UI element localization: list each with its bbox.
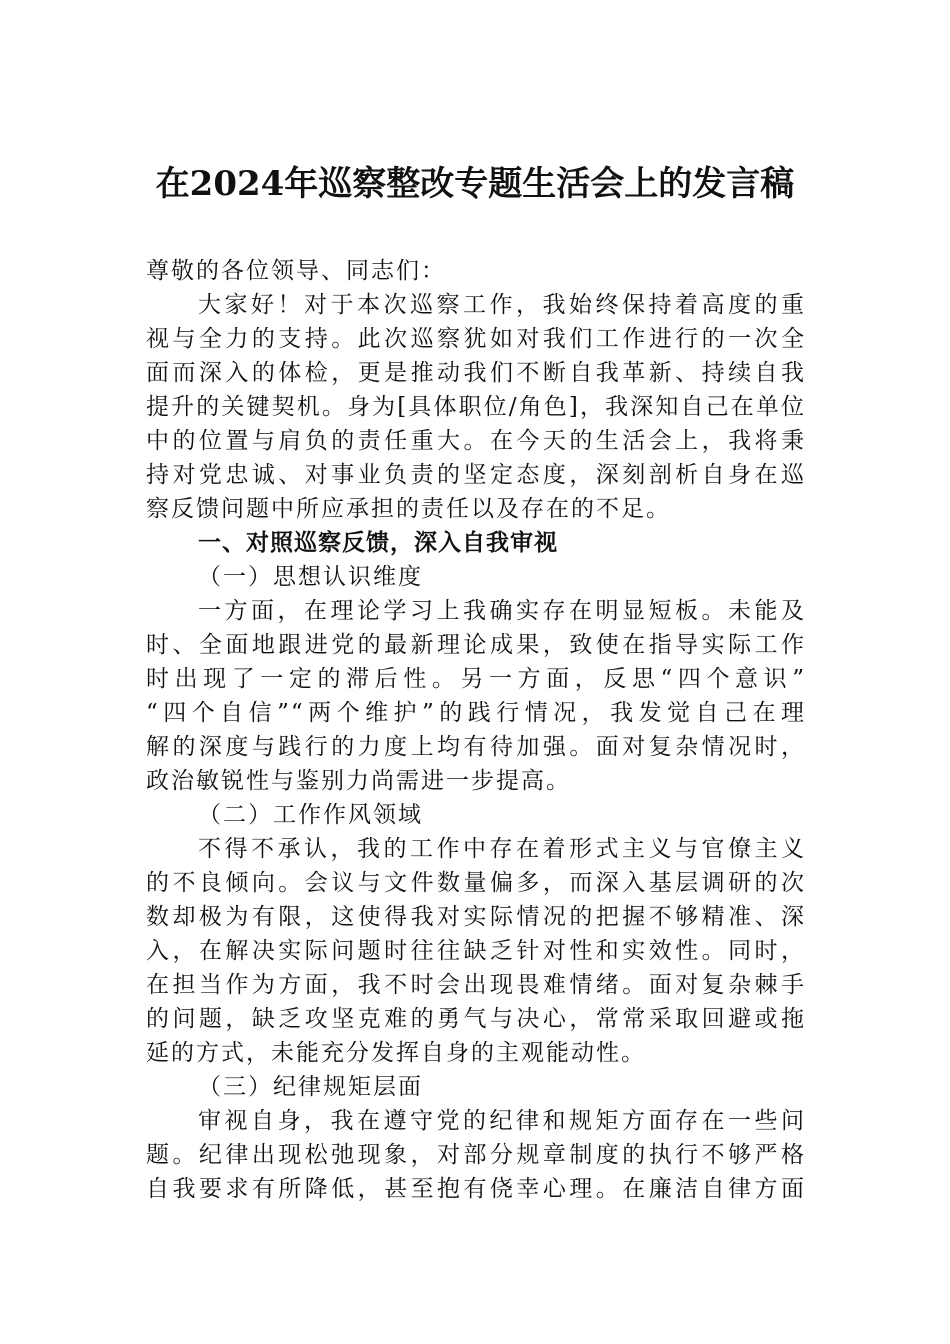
text-line: 察反馈问题中所应承担的责任以及存在的不足。 bbox=[146, 496, 671, 522]
text-line: 时出现了一定的滞后性。另一方面，反思“四个意识” bbox=[146, 666, 806, 692]
text-line: 视与全力的支持。此次巡察犹如对我们工作进行的一次全 bbox=[146, 326, 806, 352]
text-line: 一方面，在理论学习上我确实存在明显短板。未能及 bbox=[198, 598, 806, 624]
text-line: （三）纪律规矩层面 bbox=[198, 1074, 423, 1100]
text-line: 面而深入的体检，更是推动我们不断自我革新、持续自我 bbox=[146, 360, 806, 386]
text-line: 延的方式，未能充分发挥自身的主观能动性。 bbox=[146, 1040, 646, 1066]
text-line: 在担当作为方面，我不时会出现畏难情绪。面对复杂棘手 bbox=[146, 972, 806, 998]
text-line: 入，在解决实际问题时往往缺乏针对性和实效性。同时， bbox=[146, 938, 806, 964]
text-line: 解的深度与践行的力度上均有待加强。面对复杂情况时， bbox=[146, 734, 806, 760]
text-line: 不得不承认，我的工作中存在着形式主义与官僚主义 bbox=[198, 836, 806, 862]
text-line: 持对党忠诚、对事业负责的坚定态度，深刻剖析自身在巡 bbox=[146, 462, 806, 488]
text-line: 大家好！对于本次巡察工作，我始终保持着高度的重 bbox=[198, 292, 806, 318]
text-line: 时、全面地跟进党的最新理论成果，致使在指导实际工作 bbox=[146, 632, 806, 658]
document-body bbox=[146, 254, 806, 1206]
text-line: 自我要求有所降低，甚至抱有侥幸心理。在廉洁自律方面 bbox=[146, 1176, 806, 1202]
text-line: 数却极为有限，这使得我对实际情况的把握不够精准、深 bbox=[146, 904, 806, 930]
text-line: 中的位置与肩负的责任重大。在今天的生活会上，我将秉 bbox=[146, 428, 806, 454]
document-title: 在2024年巡察整改专题生活会上的发言稿 bbox=[155, 164, 795, 204]
section-heading: 一、对照巡察反馈，深入自我审视 bbox=[198, 530, 558, 556]
text-line: “四个自信”“两个维护”的践行情况，我发觉自己在理 bbox=[146, 700, 806, 726]
text-line: （一）思想认识维度 bbox=[198, 564, 423, 590]
text-line: （二）工作作风领域 bbox=[198, 802, 423, 828]
text-line: 尊敬的各位领导、同志们： bbox=[146, 258, 446, 284]
text-line: 的问题，缺乏攻坚克难的勇气与决心，常常采取回避或拖 bbox=[146, 1006, 806, 1032]
text-line: 政治敏锐性与鉴别力尚需进一步提高。 bbox=[146, 768, 571, 794]
text-line: 提升的关键契机。身为[具体职位/角色]，我深知自己在单位 bbox=[146, 394, 806, 420]
text-line: 的不良倾向。会议与文件数量偏多，而深入基层调研的次 bbox=[146, 870, 806, 896]
text-line: 审视自身，我在遵守党的纪律和规矩方面存在一些问 bbox=[198, 1108, 806, 1134]
text-line: 题。纪律出现松弛现象，对部分规章制度的执行不够严格 bbox=[146, 1142, 806, 1168]
